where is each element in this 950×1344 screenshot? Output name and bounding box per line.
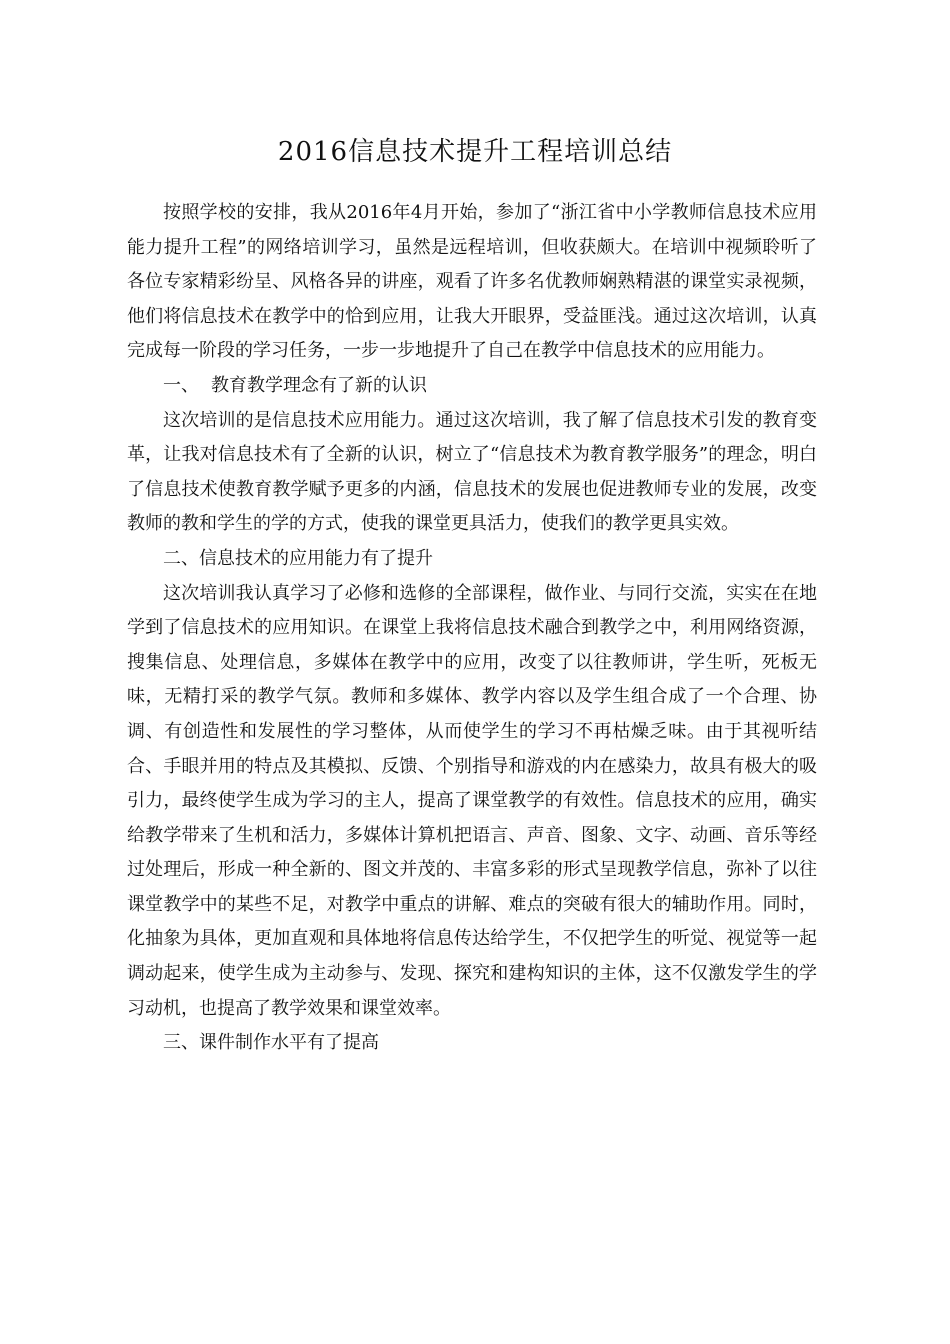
intro-paragraph: 按照学校的安排，我从2016年4月开始，参加了“浙江省中小学教师信息技术应用能力提升工程”的网络培训学习，虽然是远程培训，但收获颇大。在培训中视频聆听了各位专家精彩纷呈、风格各异的讲座，观看了许多名优教师娴熟精湛的课堂实录视频，他们将信息技术在教学中的恰到应用，让我大开眼界，受益匪浅。通过这次培训，认真完成每一阶段的学习任务，一步一步地提升了自己在教学中信息技术的应用能力。 (127, 202, 817, 362)
section-number-1: 一、 (163, 374, 199, 396)
section-paragraph-1: 这次培训的是信息技术应用能力。通过这次培训，我了解了信息技术引发的教育变革，让我对信息技术有了全新的认识，树立了“信息技术为教育教学服务”的理念，明白了信息技术使教育教学赋予更多的内涵，信息技术的发展也促进教师专业的发展，改变教师的教和学生的学的方式，使我的课堂更具活力，使我们的教学更具实效。 (127, 409, 817, 535)
section-heading-1-text: 教育教学理念有了新的认识 (211, 374, 427, 396)
document-body (127, 196, 817, 1061)
section-heading-2: 二、信息技术的应用能力有了提升 (163, 547, 433, 569)
page-title: 2016信息技术提升工程培训总结 (277, 137, 673, 167)
section-heading-1 (127, 369, 817, 404)
section-paragraph-2: 这次培训我认真学习了必修和选修的全部课程，做作业、与同行交流，实实在在地学到了信息技术的应用知识。在课堂上我将信息技术融合到教学之中，利用网络资源，搜集信息、处理信息，多媒体在教学中的应用，改变了以往教师讲，学生听，死板无味，无精打采的教学气氛。教师和多媒体、教学内容以及学生组合成了一个合理、协调、有创造性和发展性的学习整体，从而使学生的学习不再枯燥乏味。由于其视听结合、手眼并用的特点及其模拟、反馈、个别指导和游戏的内在感染力，故具有极大的吸引力，最终使学生成为学习的主人，提高了课堂教学的有效性。信息技术的应用，确实给教学带来了生机和活力，多媒体计算机把语言、声音、图象、文字、动画、音乐等经过处理后，形成一种全新的、图文并茂的、丰富多彩的形式呈现教学信息，弥补了以往课堂教学中的某些不足，对教学中重点的讲解、难点的突破有很大的辅助作用。同时，化抽象为具体，更加直观和具体地将信息传达给学生，不仅把学生的听觉、视觉等一起调动起来，使学生成为主动参与、发现、探究和建构知识的主体，这不仅激发学生的学习动机，也提高了教学效果和课堂效率。 (127, 582, 817, 1019)
section-heading-3: 三、课件制作水平有了提高 (163, 1032, 379, 1054)
